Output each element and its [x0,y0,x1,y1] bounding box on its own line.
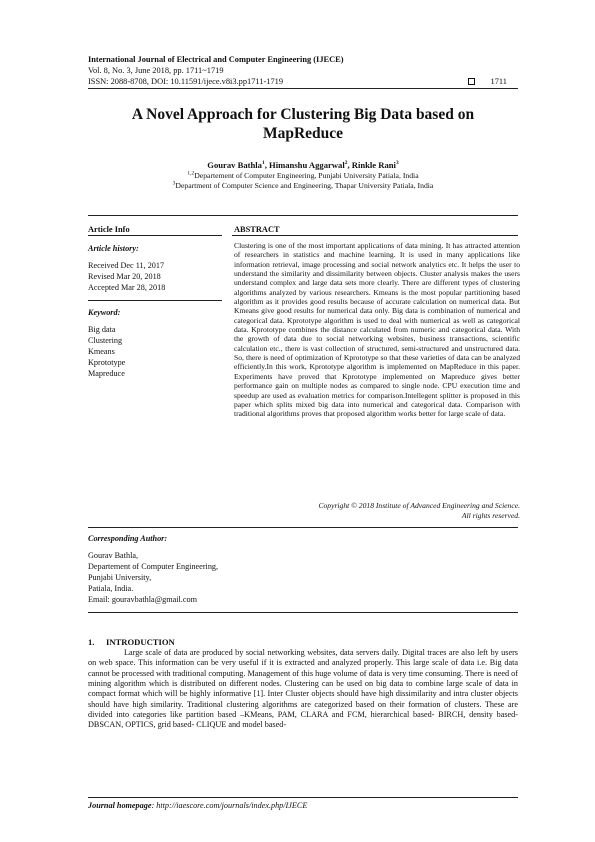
history-item: Received Dec 11, 2017 [88,261,165,270]
history-label: Article history: [88,244,139,253]
journal-homepage [88,800,307,811]
keyword-item: Clustering [88,336,123,345]
paper-title [88,105,518,143]
square-icon [468,78,475,85]
abstract-body: Clustering is one of the most important applications of data mining. It has attracted attention of researchers in statistics and machine learning. It is used in many applications like information retrieval, image processing and social network analytics etc. It helps the user to understand the similarity and dissimilarity between objects. Cluster analysis makes the users understand complex and large data sets more clearly. There are different types of clustering algorithms analyzed by various researchers. Kmeans is the most popular partitioning based algorithm as it provides good results because of accurate calculation on numerical data. But Kmeans give good results for numerical data only. Big data is combination of numerical and categorical data. Kprototype algorithm is used to deal with numerical as well as categorical data. Kprototype combines the distance calculated from numeric and categorical data. With the growth of data due to social networking websites, business transactions, scientific calculation etc., there is vast collection of structured, semi-structured and unstructured data. So, there is need of optimization of Kprototype so that these varieties of data can be analyzed efficiently.In this work, Kprototype algorithm is implemented on MapReduce in this paper. Experiments have proved that Kprototype implemented on Mapreduce gives better performance gain on multiple nodes as compared to single node. CPU execution time and speedup are used as evaluation metrics for comparison.Intellegent splitter is proposed in this paper which splits mixed big data into numerical and categorical data. Comparison with traditional algorithms proves that proposed algorithm works better for large scale of data. [234,241,520,419]
affiliation-sup: 3 [172,180,176,187]
abstract-heading-rule [232,235,518,236]
affiliation-text: Department of Computer Science and Engineering, Thapar University Patiala, India [175,181,434,190]
introduction-body: Large scale of data are produced by social networking websites, data servers daily. Digital traces are also left by users on web space. This information can be very useful if it is extracted and analyzed properly. This large scale of data i.e. Big data cannot be processed with traditional computing. Management of this huge volume of data is very time consuming. There is need of mining algorithm which is distributed on different nodes. Clustering can be used on big data to combine large scale of data in compact format which will be highly informative [1]. Inter Cluster objects should have high dissimilarity and intra cluster objects should have high similarity. Traditional clustering algorithms are categorized based on their formation of clusters. These are divided into categories like partition based –KMeans, PAM, CLARA and FCM, hierarchical based- BIRCH, density based- DBSCAN, OPTICS, grid based- CLIQUE and model based- [88,648,518,730]
header-rule [88,88,518,89]
affiliation [88,181,518,191]
corresponding-line: Departement of Computer Engineering, [88,562,219,571]
corresponding-details [88,550,218,605]
page-number: 1711 [490,77,507,86]
history-item: Accepted Mar 28, 2018 [88,283,166,292]
article-info-heading: Article Info [88,225,130,234]
page-number-group [468,76,507,87]
issn-doi: ISSN: 2088-8708, DOI: 10.11591/ijece.v8i3.pp1711-1719 [88,77,284,86]
keyword-list [88,324,125,379]
title-line-1: A Novel Approach for Clustering Big Data based on [131,106,475,123]
corresponding-rule [88,612,518,613]
author-list: Gourav Bathla$^1$, Himanshu Aggarwal$^2$, Rinkle Rani$^3$ [207,160,399,170]
corresponding-line: Gourav Bathla, [88,551,139,560]
keyword-item: Kmeans [88,347,115,356]
affiliation [88,171,518,181]
section-title: INTRODUCTION [106,637,175,647]
author-name: Gourav Bathla [207,160,262,170]
homepage-link[interactable]: : http://iaescore.com/journals/index.php/IJECE [151,801,308,810]
affiliation-sup: 1,2 [187,170,195,177]
author-sup: 1 [261,160,265,167]
corresponding-label: Corresponding Author: [88,534,168,543]
journal-name: International Journal of Electrical and Computer Engineering (IJECE) [88,55,344,64]
author-name: Rinkle Rani [351,160,396,170]
author-sup: 3 [395,160,399,167]
title-line-2: MapReduce [262,125,344,142]
footer-rule [88,797,518,798]
info-heading-rule [88,235,222,236]
section-heading [88,637,175,648]
abstract-heading: ABSTRACT [234,225,280,234]
author-sup: 2 [344,160,348,167]
copyright-line: All rights reserved. [461,510,520,520]
author-name: Himanshu Aggarwal [269,160,345,170]
history-rule [88,300,222,301]
box-bottom-rule [88,527,518,528]
copyright-line: Copyright © 2018 Institute of Advanced Engineering and Science. [318,501,520,510]
volume-info: Vol. 8, No. 3, June 2018, pp. 1711~1719 [88,66,224,75]
keyword-label: Keyword: [88,308,121,317]
corresponding-line: Punjabi University, [88,573,152,582]
copyright-notice [234,501,520,520]
keyword-item: Mapreduce [88,369,125,378]
corresponding-email: Email: gouravbathla@gmail.com [88,595,197,604]
keyword-item: Big data [88,325,116,334]
affiliation-text: Departement of Computer Engineering, Punjabi University Patiala, India [194,171,419,180]
history-list [88,260,165,293]
history-item: Revised Mar 20, 2018 [88,272,161,281]
section-number: 1. [88,637,95,647]
keyword-item: Kprototype [88,358,126,367]
corresponding-line: Patiala, India. [88,584,134,593]
homepage-label: Journal homepage [88,801,152,810]
box-top-rule [88,215,518,216]
